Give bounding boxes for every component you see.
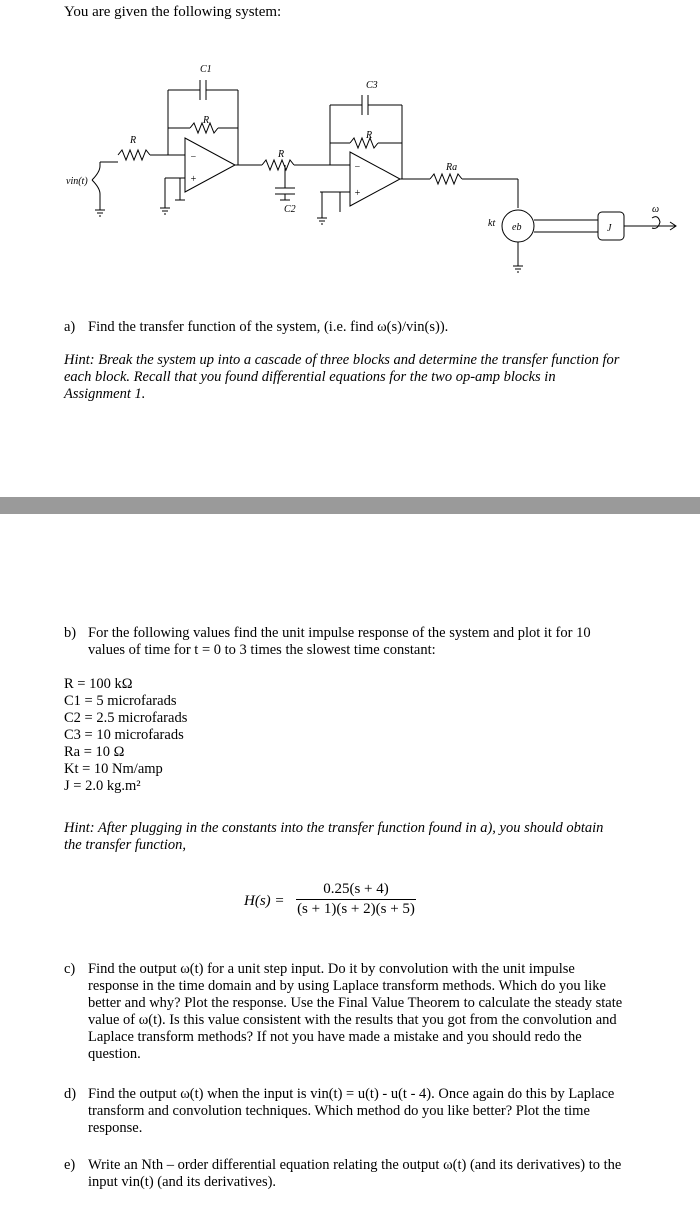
question-b-text: For the following values find the unit impulse response of the system and plot it for 10 values of time for t = 0 to 3 times the slowest time constant: (88, 625, 591, 658)
label-eb: eb (512, 222, 522, 233)
question-b (64, 625, 624, 659)
question-c-text: Find the output ω(t) for a unit step input. Do it by convolution with the unit impulse response in the time domain and by using Laplace transform methods. Which do you like better and why? Plot the response. Use the Final Value Theorem to calculate the steady state value of ω(t). Is this value consistent with the results that you got from the convolution and Laplace transform methods? If not you have made a mistake and you should redo the question. (88, 961, 623, 1062)
question-d (64, 1086, 624, 1137)
label-c1: C1 (200, 64, 212, 75)
question-e-label: e) (64, 1157, 76, 1173)
label-kt: kt (488, 218, 496, 229)
constant-r: R = 100 kΩ (64, 676, 133, 692)
constant-j: J = 2.0 kg.m² (64, 778, 141, 794)
question-a-text: Find the transfer function of the system, (i.e. find ω(s)/vin(s)). (88, 319, 449, 335)
formula-lhs: H(s) = (244, 893, 285, 909)
formula-numerator: 0.25(s + 4) (296, 881, 416, 900)
circuit-diagram (0, 52, 700, 282)
label-vin: vin(t) (66, 176, 88, 187)
transfer-function-formula (244, 881, 415, 917)
constant-ra: Ra = 10 Ω (64, 744, 125, 760)
label-c3: C3 (366, 80, 378, 91)
label-minus-2: − (354, 162, 361, 173)
question-c (64, 961, 624, 1063)
constant-c3: C3 = 10 microfarads (64, 727, 184, 743)
label-omega: ω (652, 204, 660, 215)
label-r2: R (203, 115, 210, 126)
label-plus-1: + (190, 174, 197, 185)
resistor-r1 (118, 150, 150, 160)
formula-denominator: (s + 1)(s + 2)(s + 5) (297, 901, 415, 917)
label-plus-2: + (354, 188, 361, 199)
label-r1: R (130, 135, 137, 146)
label-r3: R (278, 149, 285, 160)
question-d-text: Find the output ω(t) when the input is vin(t) = u(t) - u(t - 4). Once again do this by Laplace transform and convolution techniques. Which method do you like better? Plot the time response. (88, 1086, 615, 1136)
label-c2: C2 (284, 204, 296, 215)
constants-list (64, 676, 187, 795)
hint-a: Hint: Break the system up into a cascade of three blocks and determine the transfer function for each block. Recall that you found differential equations for the two op-amp blocks in Assignment 1. (64, 352, 620, 402)
intro-text: You are given the following system: (64, 4, 282, 20)
hint-b: Hint: After plugging in the constants into the transfer function found in a), you should obtain the transfer function, (64, 820, 604, 853)
question-a-label: a) (64, 319, 76, 335)
constant-kt: Kt = 10 Nm/amp (64, 761, 163, 777)
question-e-text: Write an Nth – order differential equation relating the output ω(t) (and its derivatives) to the input vin(t) (and its derivatives). (88, 1157, 622, 1190)
page-divider (0, 497, 700, 514)
question-b-label: b) (64, 625, 77, 641)
resistor-r2 (262, 160, 294, 170)
label-minus-1: − (190, 152, 197, 163)
question-a (64, 319, 624, 336)
label-j: J (607, 223, 612, 234)
label-r4: R (366, 130, 373, 141)
question-c-label: c) (64, 961, 76, 977)
label-ra: Ra (446, 162, 458, 173)
question-e (64, 1157, 624, 1191)
formula-fraction (296, 881, 416, 918)
question-d-label: d) (64, 1086, 77, 1102)
constant-c1: C1 = 5 microfarads (64, 693, 177, 709)
constant-c2: C2 = 2.5 microfarads (64, 710, 188, 726)
resistor-ra (430, 174, 462, 184)
